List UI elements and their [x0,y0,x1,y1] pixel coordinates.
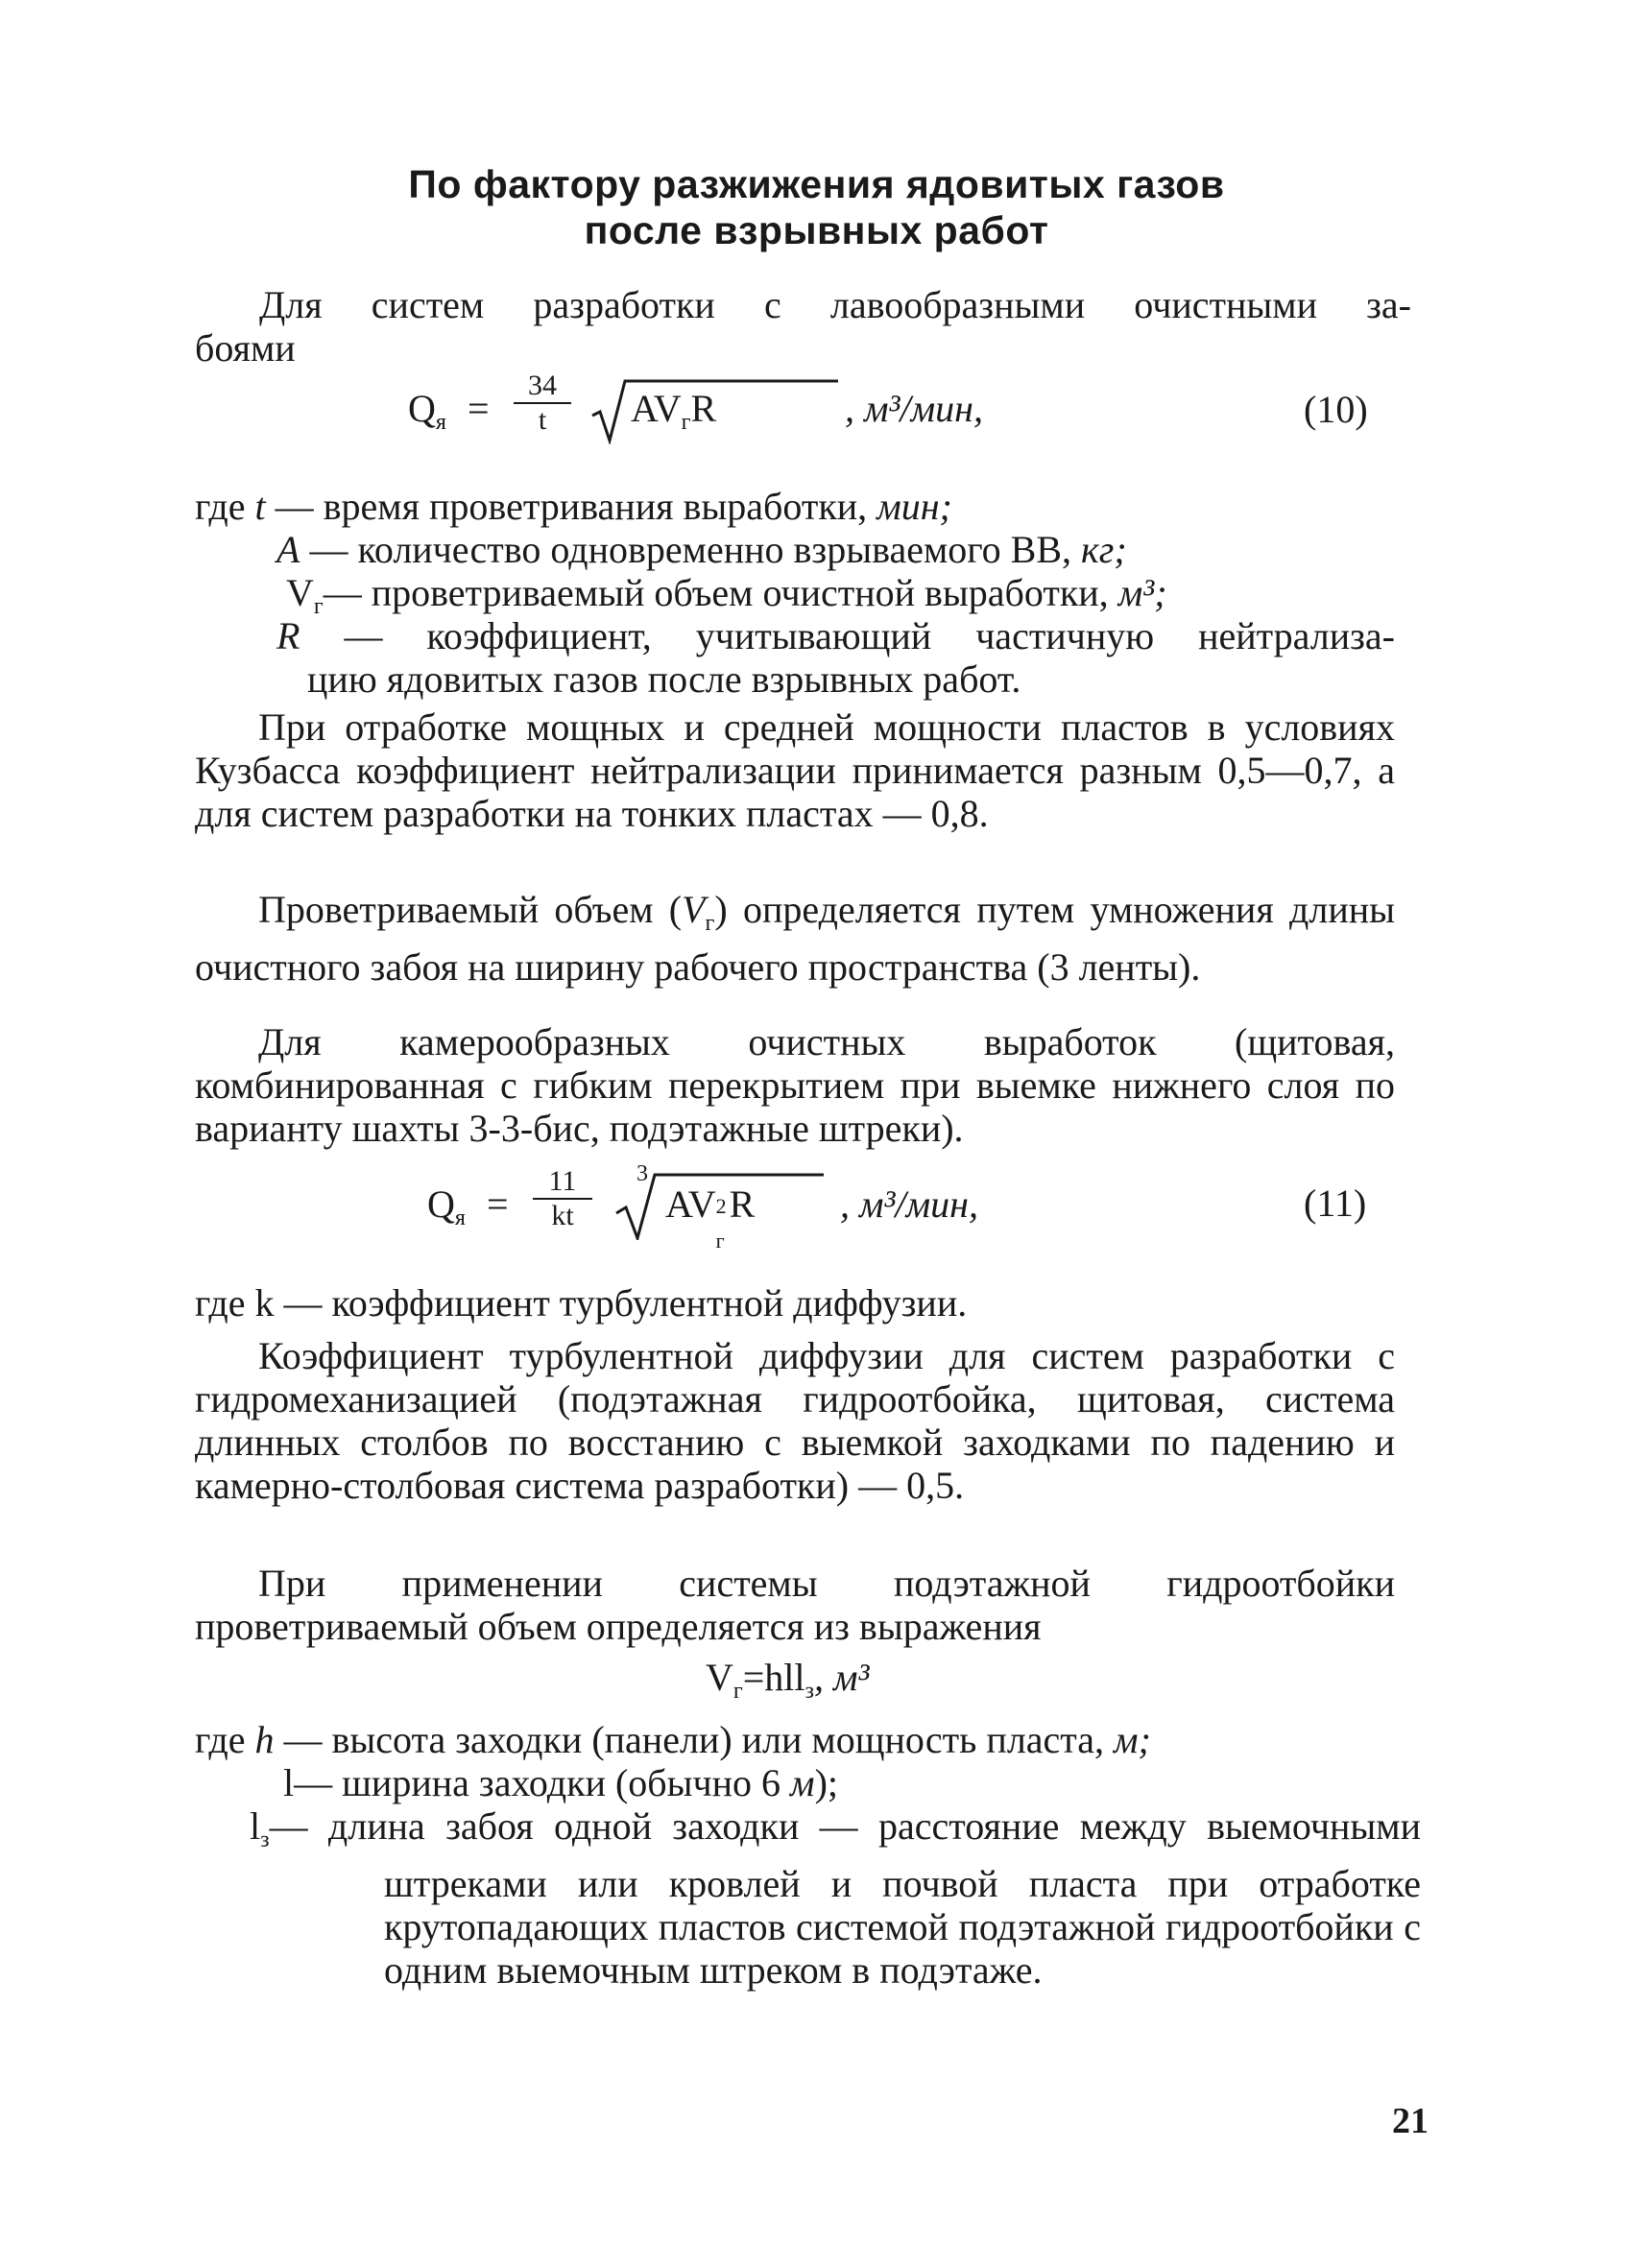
formula-11-eq: = [487,1182,509,1226]
formula-10-radicand: $AV_гR$ [631,387,717,435]
where-t: где t — время проветривания выработки, мин; [195,485,952,528]
paragraph-2: Проветриваемый объем $(V_г)$ определяется путем умножения длины очистного забоя на ширину рабочего пространства (3 ленты). [195,888,1395,989]
section-heading [0,161,1633,253]
formula-10-denominator: t [538,404,547,436]
formula-10-numerator: 34 [528,370,557,401]
paragraph-1: При отработке мощных и средней мощности пластов в условиях Кузбасса коэффициент нейтрализации принимается разным 0,5—0,7, а для систем разработки на тонких пластах — 0,8. [195,705,1395,835]
formula-10-lhs: Q [408,387,436,430]
page-number: 21 [1392,2101,1429,2141]
formula-10-fraction [514,370,571,437]
formula-10-lhs-sub: я [435,410,446,435]
where-v: $V_г—$ проветриваемый объем очистной выработки, м³; [286,571,1167,619]
paragraph-5: При применении системы подэтажной гидроотбойки проветриваемый объем определяется из выражения [195,1562,1395,1648]
intro-line-1: Для систем разработки с лавообразными очистными за- [259,283,1411,326]
formula-10-eq: = [468,387,490,430]
formula-11-radicand: AV 2 г R [665,1182,756,1253]
where-l: l— ширина заходки (обычно 6 м); [283,1761,839,1804]
intro-line-2: боями [195,326,296,370]
paragraph-4: Коэффициент турбулентной диффузии для систем разработки с гидромеханизацией (подэтажная гидроотбойка, щитовая, система длинных столбов по восстанию с выемкой заходками по падению и камерно-столбовая система разработки) — 0,5. [195,1334,1395,1507]
formula-11-unit: , м³/мин, [840,1182,979,1226]
formula-10 [408,370,1416,446]
formula-11-root-index: 3 [636,1161,648,1186]
formula-11-number: (11) [1304,1182,1367,1225]
where-k: где k — коэффициент турбулентной диффузии. [195,1281,968,1325]
formula-11-denominator: kt [551,1200,574,1231]
formula-11 [427,1161,1435,1253]
where-h: где h — высота заходки (панели) или мощность пласта, м; [195,1718,1151,1761]
formula-11-lhs: Q [427,1182,455,1226]
formula-11-numerator: 11 [548,1165,577,1197]
heading-line-2: после взрывных работ [584,208,1049,252]
heading-line-1: По фактору разжижения ядовитых газов [408,162,1225,206]
where-a: A — количество одновременно взрываемого ВВ, кг; [276,528,1127,571]
formula-11-fraction [533,1165,592,1232]
where-l3: $l_з—$ длина забоя одной заходки — расстояние между выемочными штреками или кровлей и почвой пласта при отработке крутопадающих пластов системой подэтажной гидроотбойки с одним выемочным штреком в подэтаже. [250,1804,1421,1992]
paragraph-3: Для камерообразных очистных выработок (щитовая, комбинированная с гибким перекрытием при выемке нижнего слоя по варианту шахты 3-3-бис, подэтажные штреки). [195,1020,1395,1150]
formula-10-number: (10) [1304,388,1368,431]
where-r: R — коэффициент, учитывающий частичную нейтрализа- [276,614,1395,657]
formula-11-lhs-sub: я [454,1206,466,1230]
formula-vr: $V_г=hll_з$, м³ [706,1656,870,1704]
formula-10-unit: , м³/мин, [845,387,984,430]
where-r-cont: цию ядовитых газов после взрывных работ. [307,657,1021,701]
